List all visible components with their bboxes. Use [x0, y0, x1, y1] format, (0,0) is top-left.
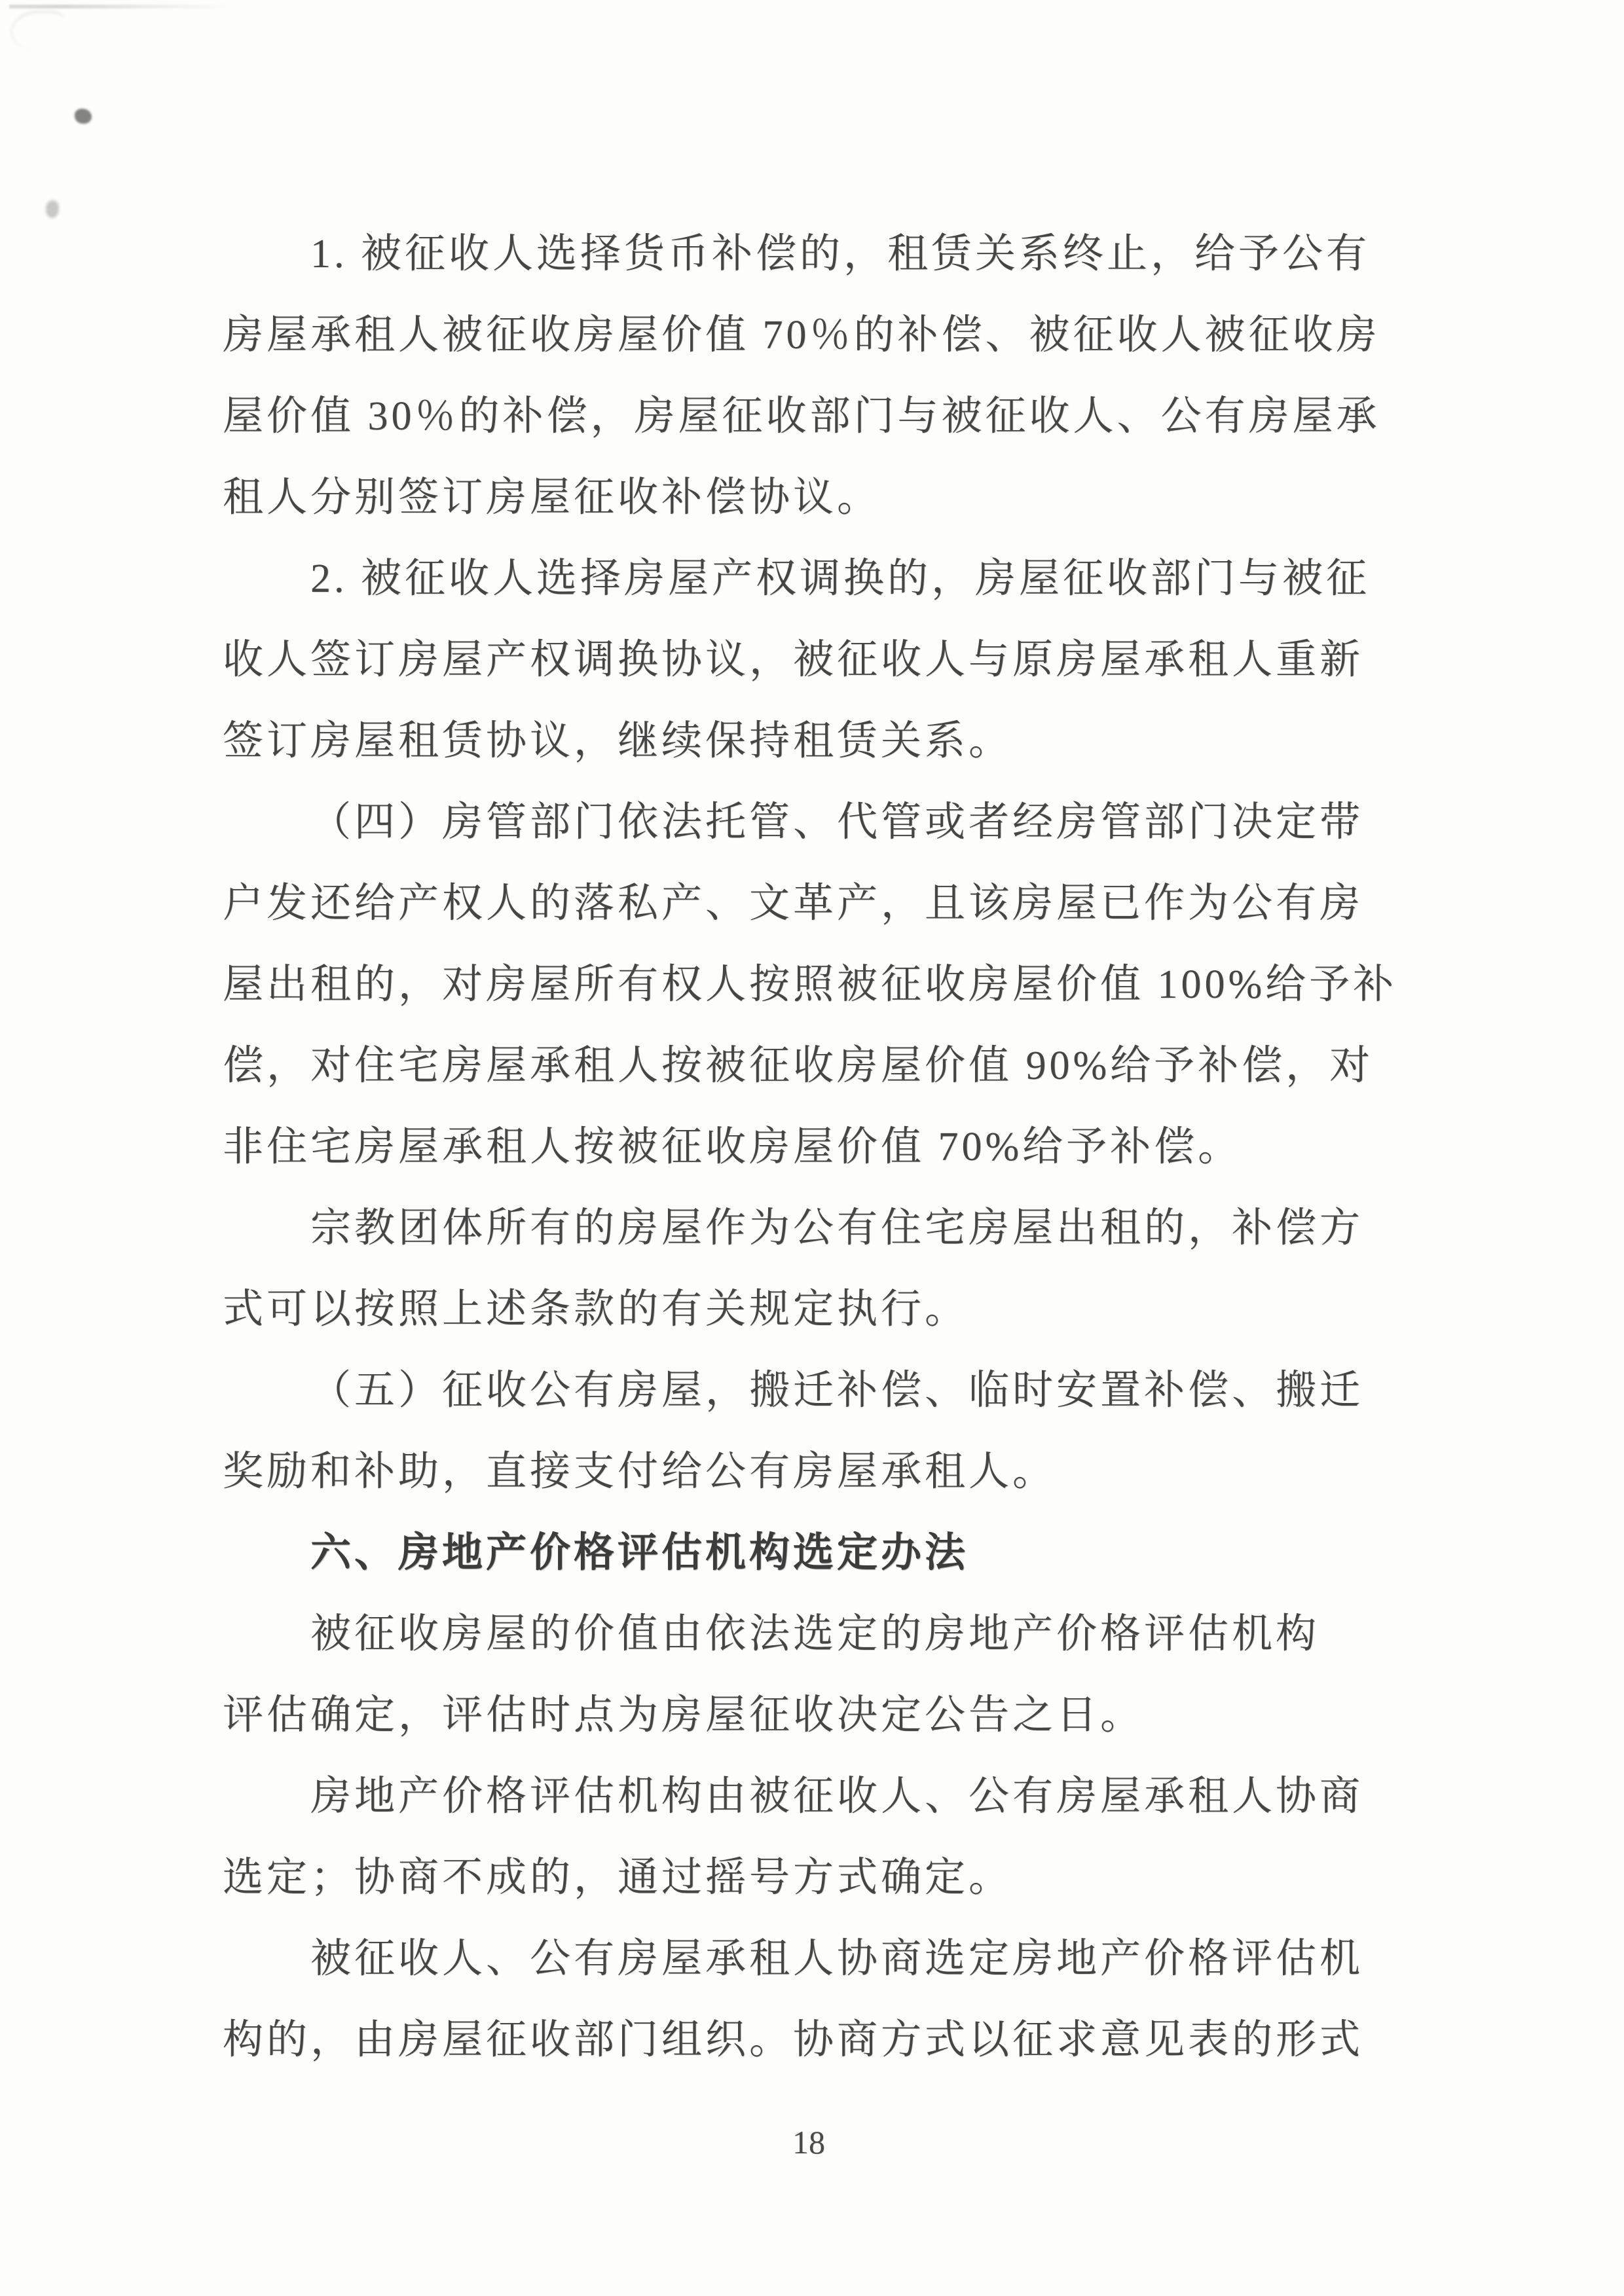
text-line-2: 房屋承租人被征收房屋价值 70％的补偿、被征收人被征收房: [223, 313, 1380, 357]
text-line-1: 1. 被征收人选择货币补偿的，租赁关系终止，给予公有: [310, 232, 1371, 276]
scan-artifact-smudge: [75, 109, 92, 124]
text-line-16: 奖励和补助，直接支付给公有房屋承租人。: [223, 1449, 1057, 1494]
text-line-10: 屋出租的，对房屋所有权人按照被征收房屋价值 100%给予补: [223, 962, 1397, 1007]
text-line-4: 租人分别签订房屋征收补偿协议。: [223, 475, 881, 520]
section-heading: 六、房地产价格评估机构选定办法: [310, 1531, 969, 1575]
text-line-22: 被征收人、公有房屋承租人协商选定房地产价格评估机: [310, 1937, 1364, 1981]
scan-artifact-smudge-faint: [46, 200, 59, 218]
text-line-5: 2. 被征收人选择房屋产权调换的，房屋征收部门与被征: [310, 556, 1371, 601]
text-line-23: 构的，由房屋征收部门组织。协商方式以征求意见表的形式: [223, 2018, 1364, 2062]
text-line-18: 被征收房屋的价值由依法选定的房地产价格评估机构: [310, 1612, 1320, 1656]
text-line-14: 式可以按照上述条款的有关规定执行。: [223, 1287, 969, 1332]
text-line-20: 房地产价格评估机构由被征收人、公有房屋承租人协商: [310, 1774, 1364, 1819]
text-line-9: 户发还给产权人的落私产、文革产，且该房屋已作为公有房: [223, 881, 1364, 926]
text-line-21: 选定；协商不成的，通过摇号方式确定。: [223, 1855, 1013, 1900]
text-line-7: 签订房屋租赁协议，继续保持租赁关系。: [223, 719, 1013, 763]
text-line-3: 屋价值 30％的补偿，房屋征收部门与被征收人、公有房屋承: [223, 394, 1380, 439]
text-line-6: 收人签订房屋产权调换协议，被征收人与原房屋承租人重新: [223, 638, 1364, 682]
text-line-19: 评估确定，评估时点为房屋征收决定公告之日。: [223, 1693, 1145, 1738]
text-line-12: 非住宅房屋承租人按被征收房屋价值 70%给予补偿。: [223, 1125, 1242, 1169]
scan-artifact-scribble: [10, 10, 65, 50]
page-number: 18: [792, 2124, 825, 2160]
text-line-8: （四）房管部门依法托管、代管或者经房管部门决定带: [310, 800, 1364, 845]
text-line-15: （五）征收公有房屋，搬迁补偿、临时安置补偿、搬迁: [310, 1368, 1364, 1413]
text-line-11: 偿，对住宅房屋承租人按被征收房屋价值 90%给予补偿，对: [223, 1044, 1374, 1088]
text-line-13: 宗教团体所有的房屋作为公有住宅房屋出租的，补偿方: [310, 1206, 1364, 1250]
scan-artifact-streak: [9, 5, 232, 9]
document-text-block: [223, 213, 1421, 2081]
